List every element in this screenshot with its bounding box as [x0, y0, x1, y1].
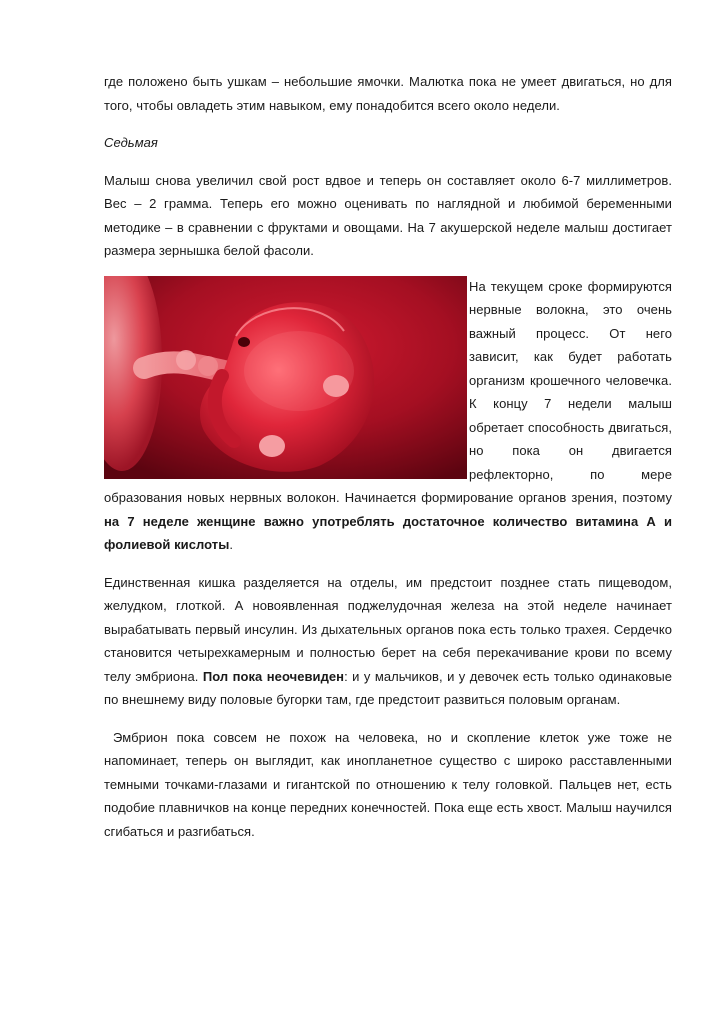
paragraph-organs-bold: Пол пока неочевиден [202, 668, 345, 684]
section-heading-seventh: Седьмая [104, 135, 158, 150]
paragraph-nerves-text: На текущем сроке формируются нервные волокна, это очень важный процесс. От него зависит, как будет работать организм крошечного человечка. К концу 7 недели малыш обретает способность двигаться, но пока он двигается рефлекторно, по мере образования новых нервных волокон. Начинается формирование органов зрения, поэтому [104, 278, 672, 505]
paragraph-organs [104, 571, 672, 712]
paragraph-organs-text: Единственная кишка разделяется на отделы, им предстоит позднее стать пищеводом, желудком, глоткой. А новоявленная поджелудочная железа на этой неделе начинает вырабатывать первый инсулин. Из дыхательных органов пока есть только трахея. Сердечко становится четырехкамерным и полностью берет на себя перекачивание крови по всему телу эмбриона. [104, 574, 672, 684]
paragraph-nerves-bold: на 7 неделе женщине важно употреблять достаточное количество витамина А и фолиевой кислоты [104, 513, 672, 552]
embryo-photo [104, 276, 467, 479]
figure-and-caption-paragraph [104, 275, 672, 557]
paragraph-ears: где положено быть ушкам – небольшие ямочки. Малютка пока не умеет двигаться, но для того, чтобы овладеть этим навыком, ему понадобится всего около недели. [104, 74, 672, 113]
paragraph-appearance: Эмбрион пока совсем не похож на человека, но и скопление клеток уже тоже не напоминает, теперь он выглядит, как инопланетное существо с широко расставленными темными точками-глазами и гигантской по отношению к телу головкой. Пальцев нет, есть подобие плавничков на конце передних конечностей. Пока еще есть хвост. Малыш научился сгибаться и разгибаться. [104, 729, 676, 839]
paragraph-nerves-end: . [229, 537, 234, 552]
paragraph-organs-end: : и у мальчиков, и у девочек есть только одинаковые по внешнему виду половые бугорки там, где предстоит развиться половым органам. [104, 668, 672, 707]
paragraph-size: Малыш снова увеличил свой рост вдвое и теперь он составляет около 6-7 миллиметров. Вес – 2 грамма. Теперь его можно оценивать по наглядной и любимой беременными методике – в сравнении с фруктами и овощами. На 7 акушерской неделе малыш достигает размера зернышка белой фасоли. [104, 172, 672, 258]
document-body [104, 70, 676, 857]
